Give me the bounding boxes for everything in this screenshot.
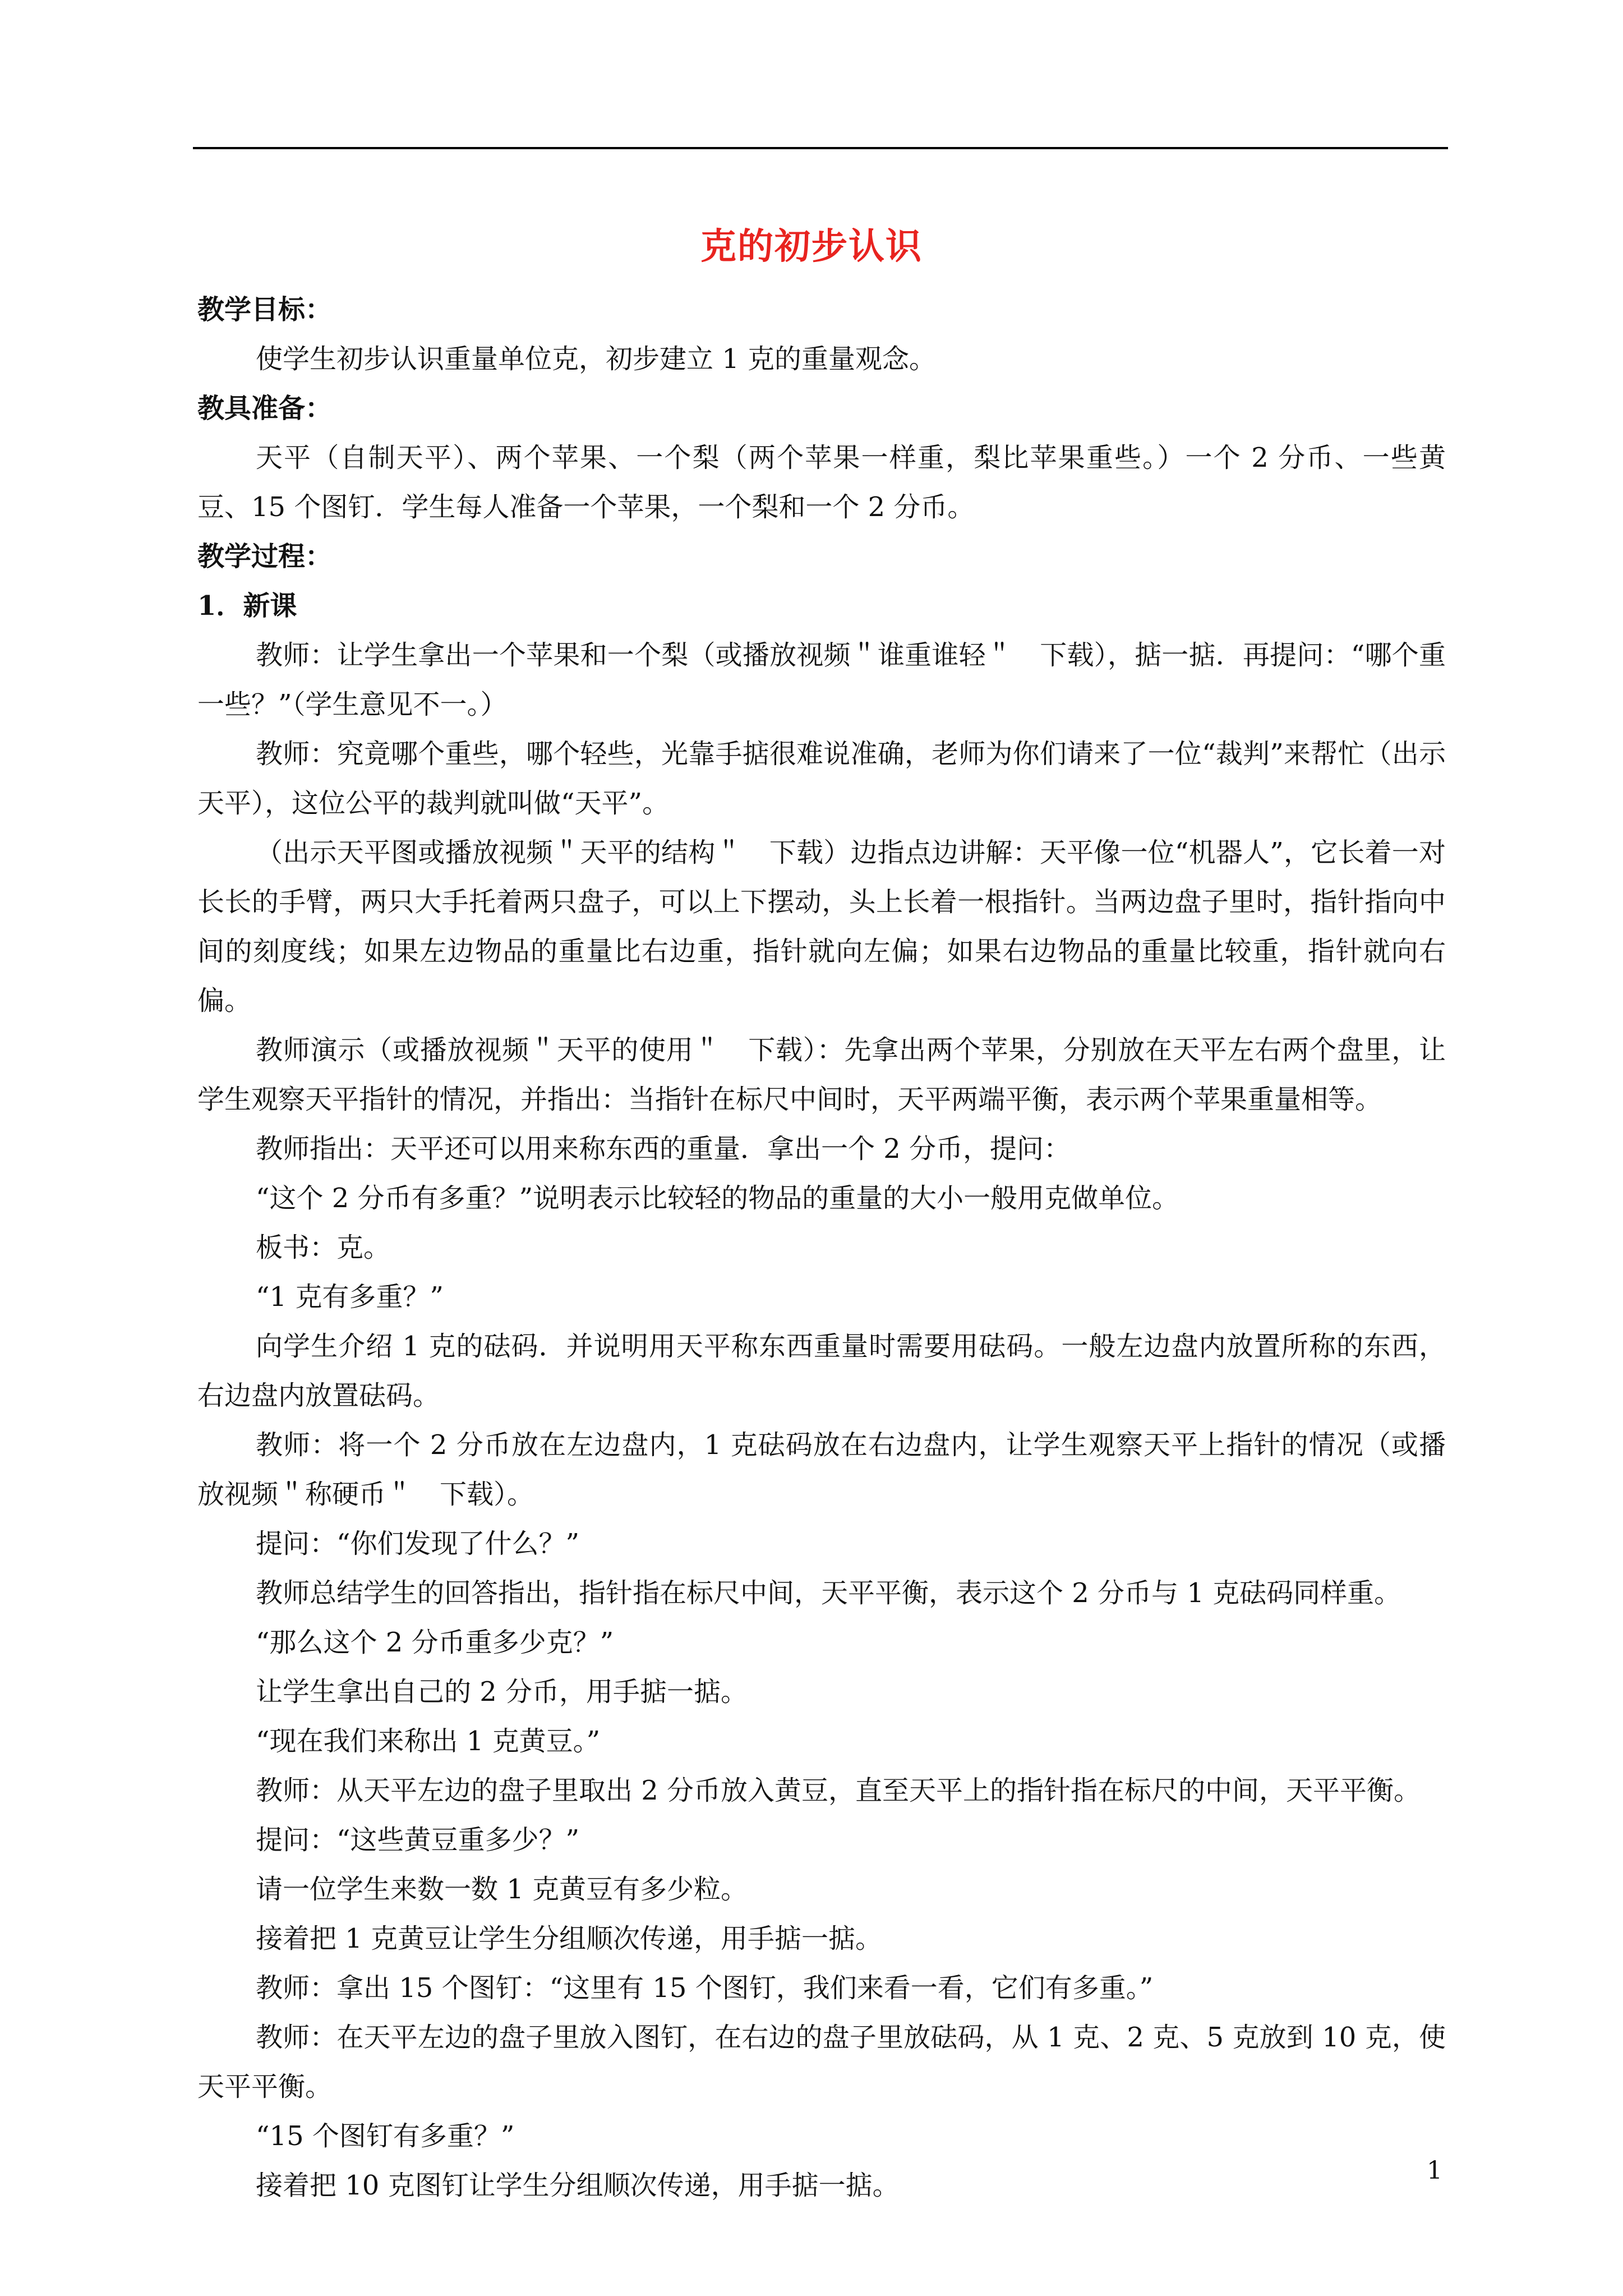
header-rule [193,147,1448,149]
page-number: 1 [1427,2156,1442,2185]
paragraph: 接着把 1 克黄豆让学生分组顺次传递，用手掂一掂。 [256,1923,883,1954]
process-heading: 教学过程： [197,541,333,572]
goal-text: 使学生初步认识重量单位克，初步建立 1 克的重量观念。 [256,343,937,375]
paragraph: 教师：究竟哪个重些，哪个轻些，光靠手掂很难说准确，老师为你们请来了一位“裁判”来帮忙（出示天平），这位公平的裁判就叫做“天平”。 [197,738,1446,819]
paragraph: 让学生拿出自己的 2 分币，用手掂一掂。 [256,1676,748,1708]
paragraph: 教师演示（或播放视频＂天平的使用＂ 下载）：先拿出两个苹果，分别放在天平左右两个盘里，让学生观察天平指针的情况，并指出：当指针在标尺中间时，天平两端平衡，表示两个苹果重量相等。 [197,1034,1446,1115]
paragraph: （出示天平图或播放视频＂天平的结构＂ 下载）边指点边讲解：天平像一位“机器人”，它长着一对长长的手臂，两只大手托着两只盘子，可以上下摆动，头上长着一根指针。当两边盘子里时，指针指向中间的刻度线；如果左边物品的重量比右边重，指针就向左偏；如果右边物品的重量比较重，指针就向右偏。 [197,837,1446,1016]
paragraph: 请一位学生来数一数 1 克黄豆有多少粒。 [256,1874,748,1905]
paragraph: 教师：拿出 15 个图钉：“这里有 15 个图钉，我们来看一看，它们有多重。” [256,1972,1154,2004]
new-lesson-heading: 1．新课 [197,590,297,622]
paragraph: “现在我们来称出 1 克黄豆。” [256,1726,601,1757]
paragraph: “1 克有多重？” [256,1281,444,1313]
paragraph: 教师：从天平左边的盘子里取出 2 分币放入黄豆，直至天平上的指针指在标尺的中间，天平平衡。 [256,1775,1421,1806]
prep-heading: 教具准备： [197,393,333,424]
paragraph: 教师：让学生拿出一个苹果和一个梨（或播放视频＂谁重谁轻＂ 下载），掂一掂．再提问：“哪个重一些？”（学生意见不一。） [197,639,1446,720]
prep-text: 天平（自制天平）、两个苹果、一个梨（两个苹果一样重，梨比苹果重些。）一个 2 分币、一些黄豆、15 个图钉．学生每人准备一个苹果，一个梨和一个 2 分币。 [197,442,1446,523]
paragraph: 教师：在天平左边的盘子里放入图钉，在右边的盘子里放砝码，从 1 克、2 克、5 克放到 10 克，使天平平衡。 [197,2022,1446,2102]
paragraph: “这个 2 分币有多重？”说明表示比较轻的物品的重量的大小一般用克做单位。 [256,1182,1179,1214]
paragraph: 提问：“你们发现了什么？” [256,1528,580,1559]
paragraph: 教师指出：天平还可以用来称东西的重量．拿出一个 2 分币，提问： [256,1133,1071,1165]
paragraph: “15 个图钉有多重？” [256,2120,515,2152]
page-title: 克的初步认识 [700,226,923,268]
paragraph: “那么这个 2 分币重多少克？” [256,1627,614,1658]
goal-heading: 教学目标： [197,294,333,325]
paragraph: 板书：克。 [256,1232,391,1263]
paragraph: 提问：“这些黄豆重多少？” [256,1824,580,1856]
paragraph: 教师总结学生的回答指出，指针指在标尺中间，天平平衡，表示这个 2 分币与 1 克砝码同样重。 [256,1577,1401,1609]
document-body [197,285,1446,2210]
paragraph: 教师：将一个 2 分币放在左边盘内，1 克砝码放在右边盘内，让学生观察天平上指针的情况（或播放视频＂称硬币＂ 下载）。 [197,1429,1446,1510]
paragraph: 接着把 10 克图钉让学生分组顺次传递，用手掂一掂。 [256,2170,900,2201]
paragraph: 向学生介绍 1 克的砝码．并说明用天平称东西重量时需要用砝码。一般左边盘内放置所称的东西，右边盘内放置砝码。 [197,1331,1446,1411]
